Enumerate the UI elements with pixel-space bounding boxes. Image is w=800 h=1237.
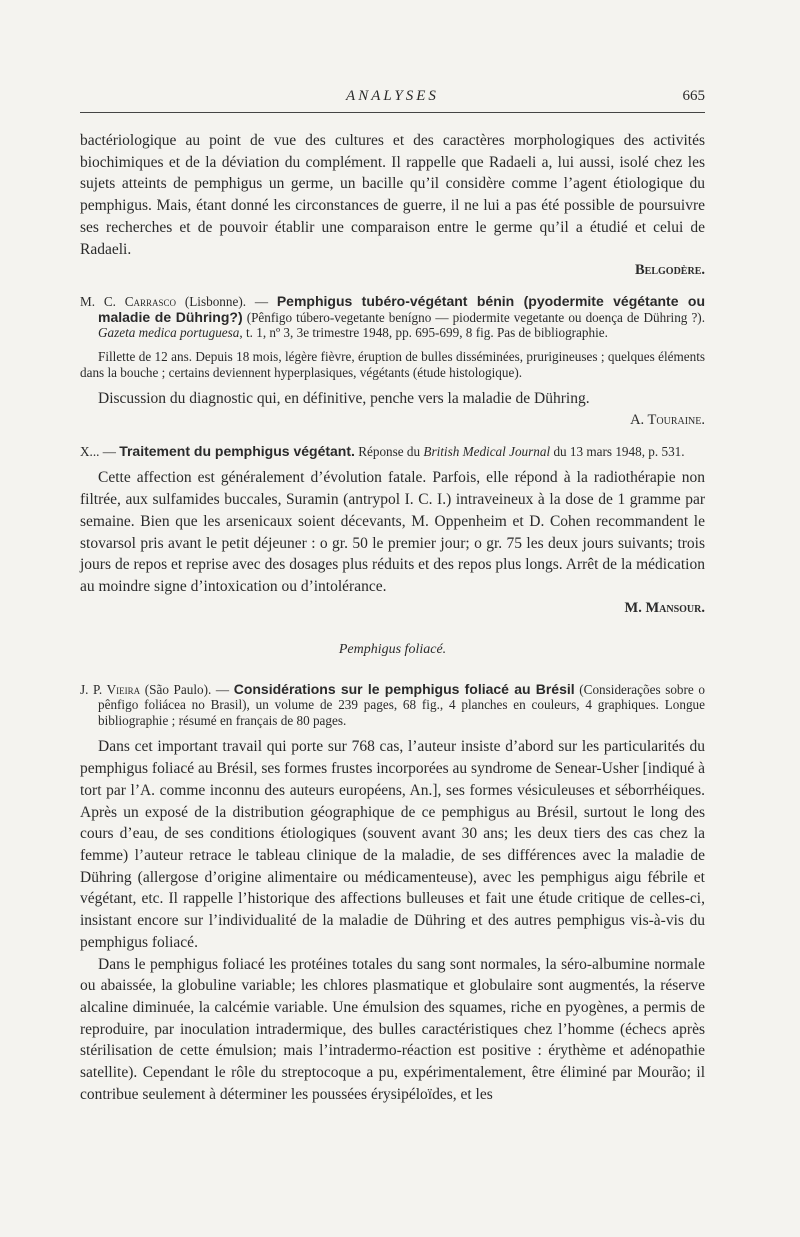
section-title: Pemphigus foliacé. — [338, 641, 447, 657]
article4-heading — [80, 682, 705, 729]
article3-dash: — — [99, 443, 120, 459]
article2-journal: Gazeta medica portuguesa — [98, 325, 240, 341]
article3-heading — [80, 444, 705, 460]
article3-para: Cette affection est généralement d’évolution fatale. Parfois, elle répond à la radiothérapie non filtrée, aux sulfamides buccales, Suramin (antrypol I. C. I.) intraveineux à la dose de 1 gramme par semaine. Bien que les arsenicaux soient décevants, M. Oppenheim et D. Cohen recommandent le stovarsol pris avant le petit déjeuner : o gr. 50 le premier jour; o gr. 75 les deux jours suivants; trois jours de repos et reprise avec des dosages plus réduits et des repos plus longs. Arrêt de la médication au moindre signe d’intoxication ou d’intolérance. — [80, 469, 705, 595]
article2-signature: A. Touraine. — [630, 411, 705, 428]
article2-author: M. C. Carrasco — [80, 294, 177, 310]
article1-signature: Belgodère. — [635, 262, 705, 279]
article2-para1: Fillette de 12 ans. Depuis 18 mois, légère fièvre, éruption de bulles disséminées, prurigineuses ; quelques éléments dans la bouche ; certains deviennent hyperplasiques, végétants (étude histologique). — [80, 349, 705, 380]
article3-signature: M. Mansour. — [624, 599, 705, 616]
article2-heading — [80, 294, 705, 341]
article4-author: J. P. Vieira — [80, 681, 141, 697]
article3-journal: British Medical Journal — [423, 443, 551, 459]
page-content — [80, 130, 705, 1105]
article3-citation-b: du 13 mars 1948, p. 531. — [550, 443, 685, 459]
article4-para2: Dans le pemphigus foliacé les protéines totales du sang sont normales, la séro-albumine normale ou abaissée, la globuline variable; les chlores plasmatique et globulaire sont augmentés, la réserve alcaline diminuée, la calcémie variable. Une émulsion des squames, riche en pyogènes, a permis de reproduire, par inoculation intradermique, des bulles caractéristiques chez l’homme (échecs après stérilisation de cette émulsion; mais l’intradermo-réaction est positive : érythème et adénopathie satellite). Cependant le rôle du streptocoque a pu, expérimentalement, être éliminé par Mourão; il contribue seulement à déterminer les poussées érysipéloïdes, et les — [80, 955, 705, 1103]
article3-citation-a: Réponse du — [354, 443, 424, 459]
article4-title: Considérations sur le pemphigus foliacé au Brésil — [233, 680, 575, 697]
article1-text: bactériologique au point de vue des cultures et des caractères morphologiques des activités biochimiques et de la déviation du complément. Il rappelle que Radaeli a, lui aussi, isolé chez les sujets atteints de pemphigus un germe, un bacille qu’il considère comme l’agent étiologique du pemphigus. Mais, étant donné les circonstances de guerre, il ne lui a pas été possible de poursuivre ses recherches et de pouvoir établir une comparaison entre le germe qu’il a étudié et celui de Radaeli. — [80, 132, 705, 258]
page-number: 665 — [682, 88, 705, 104]
article2-citation-a: (Pênfigo túbero-vegetante benígno — piodermite vegetante ou doença de Dühring ?). — [242, 309, 705, 325]
running-title: ANALYSES — [346, 88, 439, 104]
article2-para2: Discussion du diagnostic qui, en définitive, penche vers la maladie de Dühring. — [98, 390, 590, 408]
article2-title: Pemphigus tubéro-végétant bénin (pyodermite végétante ou maladie de Dühring?) — [98, 293, 705, 325]
article4-location: (São Paulo). — — [140, 681, 234, 697]
article4-para1: Dans cet important travail qui porte sur 768 cas, l’auteur insiste d’abord sur les particularités du pemphigus foliacé au Brésil, ses formes frustes incorporées au syndrome de Senear-Usher [indiqué à tort par l’A. comme inconnu des auteurs européens, An.], ses formes vésiculeuses et séborrhéiques. Après un exposé de la distribution géographique de ce pemphigus au Brésil, surtout le long des cours d’eau, de ses conditions étiologiques (souvent avant 30 ans; les deux tiers des cas chez la femme) l’auteur retrace le tableau clinique de la maladie, de ses différences avec la maladie de Dühring (allergose d’origine alimentaire ou médicamenteuse), avec les pemphigus aigu fébrile et végétant, etc. Il rappelle l’historique des affections bulleuses et fait une étude critique de celles-ci, insistant encore sur l’individualité de la maladie de Dühring et des autres pemphigus vis-à-vis du pemphigus foliacé. — [80, 738, 705, 951]
article2-citation-b: , t. 1, nº 3, 3e trimestre 1948, pp. 695-699, 8 fig. Pas de bibliographie. — [239, 325, 608, 341]
article3-title: Traitement du pemphigus végétant. — [119, 442, 355, 459]
article2-location: (Lisbonne). — — [176, 294, 277, 310]
article3-author: X... — [80, 443, 100, 459]
article4-citation: (Considerações sobre o pênfigo foliácea no Brasil), un volume de 239 pages, 68 fig., 4 planches en couleurs, 4 graphiques. Longue bibliographie ; résumé en français de 80 pages. — [98, 681, 705, 728]
running-head — [80, 88, 705, 113]
